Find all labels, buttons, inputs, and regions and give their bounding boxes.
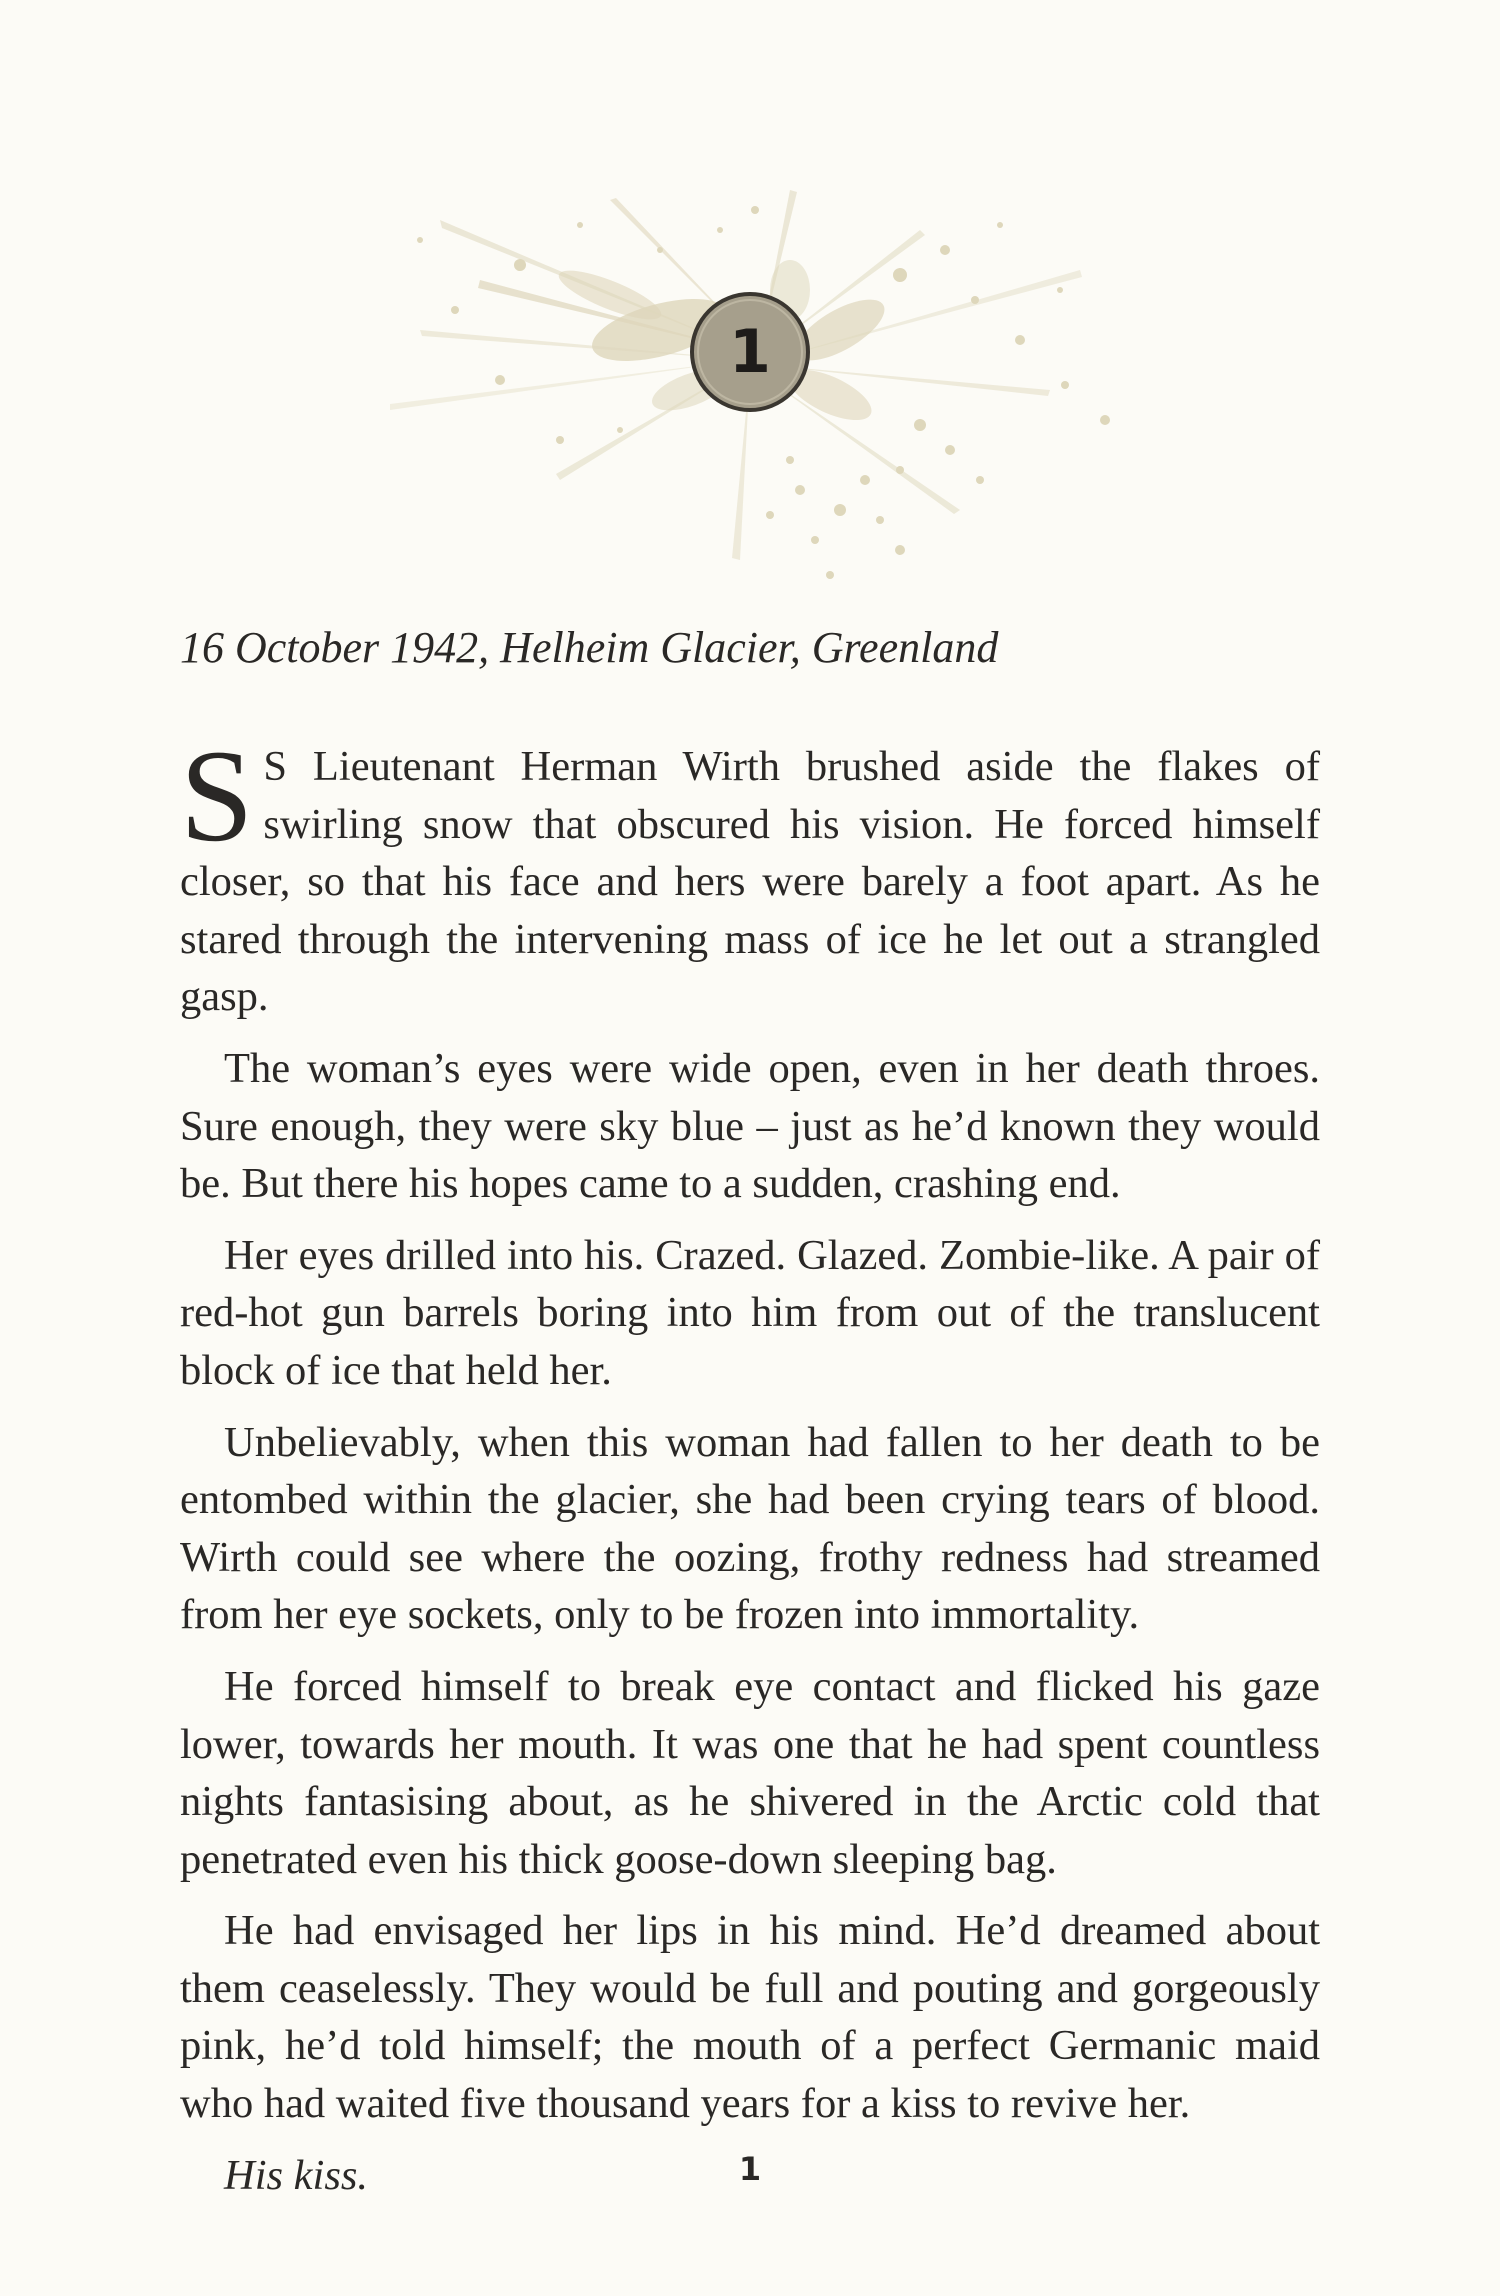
chapter-number: 1 xyxy=(729,317,771,387)
paragraph-6: He had envisaged her lips in his mind. He’d dreamed about them ceaselessly. They would be full and pouting and gorgeously pink, he’d told himself; the mouth of a perfect Germanic maid who had waited five thousand years for a kiss to revive her. xyxy=(180,1907,1320,2128)
drop-cap: S xyxy=(180,722,254,869)
paragraph-2: The woman’s eyes were wide open, even in her death throes. Sure enough, they were sky blue – just as he’d known they would be. But there his hopes came to a sudden, crashing end. xyxy=(180,1044,1320,1208)
page-number: 1 xyxy=(738,2150,762,2188)
paragraph-1 xyxy=(180,722,1320,1026)
paragraph-4: Unbelievably, when this woman had fallen to her death to be entombed within the glacier, she had been crying tears of blood. Wirth could see where the oozing, frothy redness had streamed from her eye sockets, only to be frozen into immortality. xyxy=(180,1418,1320,1639)
paragraph-5: He forced himself to break eye contact and flicked his gaze lower, towards her mouth. It was one that he had spent countless nights fantasising about, as he shivered in the Arctic cold that penetrated even his thick goose-down sleeping bag. xyxy=(180,1662,1320,1883)
chapter-body xyxy=(180,722,1320,2218)
paragraph-7: His kiss. xyxy=(224,2151,369,2199)
chapter-dateline: 16 October 1942, Helheim Glacier, Greenland xyxy=(180,623,999,672)
paragraph-3: Her eyes drilled into his. Crazed. Glazed. Zombie-like. A pair of red-hot gun barrels boring into him from out of the translucent block of ice that held her. xyxy=(180,1231,1320,1394)
paragraph-1-text: S Lieutenant Herman Wirth brushed aside the flakes of swirling snow that obscured his vision. He forced himself closer, so that his face and hers were barely a foot apart. As he stared through the intervening mass of ice he let out a strangled gasp. xyxy=(180,743,1320,1021)
